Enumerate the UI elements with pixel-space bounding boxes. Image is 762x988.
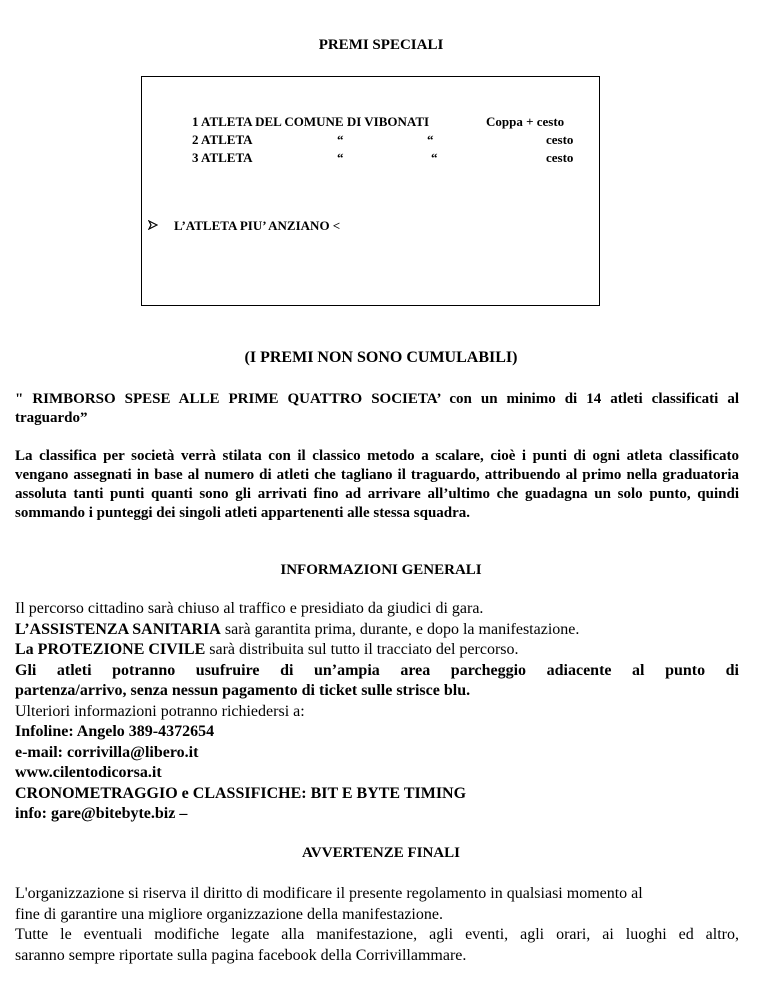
final-notes-line-3: Tutte le eventuali modifiche legate alla manifestazione, agli eventi, agli orari, ai luoghi ed altro, <box>15 926 739 943</box>
page-title: PREMI SPECIALI <box>318 37 444 53</box>
arrowhead-bullet-icon <box>148 218 158 234</box>
parking-info-line-2: partenza/arrivo, senza nessun pagamento di ticket sulle strisce blu. <box>15 682 471 699</box>
contact-email: e-mail: corrivilla@libero.it <box>15 743 199 761</box>
special-prizes-box <box>141 76 600 306</box>
general-info-block <box>15 599 739 825</box>
route-info: Il percorso cittadino sarà chiuso al traffico e presidiato da giudici di gara. <box>15 600 484 617</box>
civil-protection-info: La PROTEZIONE CIVILE sarà distribuita sul tutto il tracciato del percorso. <box>15 641 519 658</box>
prize-row-2-ditto-1: “ <box>337 132 344 147</box>
prize-row-2-ditto-2: “ <box>427 132 434 147</box>
prize-row-2-prize: cesto <box>546 132 574 147</box>
non-cumulative-note: (I PREMI NON SONO CUMULABILI) <box>244 349 518 366</box>
timing-email: info: gare@bitebyte.biz – <box>15 805 188 822</box>
final-notes-line-2: fine di garantire una migliore organizzazione della manifestazione. <box>15 905 443 923</box>
final-notes-line-4: saranno sempre riportate sulla pagina facebook della Corrivillammare. <box>15 946 467 964</box>
prize-row-3-label: 3 ATLETA <box>192 150 253 165</box>
final-notes-heading: AVVERTENZE FINALI <box>302 845 460 861</box>
oldest-athlete-prize: L’ATLETA PIU’ ANZIANO < <box>174 218 341 233</box>
medical-info: L’ASSISTENZA SANITARIA sarà garantita prima, durante, e dopo la manifestazione. <box>15 620 580 638</box>
prize-row-1-prize: Coppa + cesto <box>486 114 565 129</box>
prize-row-3-prize: cesto <box>546 150 574 165</box>
timing-info: CRONOMETRAGGIO e CLASSIFICHE: BIT E BYTE TIMING <box>15 784 467 802</box>
reimbursement-paragraph: " RIMBORSO SPESE ALLE PRIME QUATTRO SOCIETA’ con un minimo di 14 atleti classificati al traguardo” <box>15 391 739 426</box>
final-notes-block <box>15 884 739 966</box>
prize-row-3-ditto-2: “ <box>431 150 438 165</box>
general-info-heading: INFORMAZIONI GENERALI <box>280 562 482 578</box>
prize-row-3-ditto-1: “ <box>337 150 344 165</box>
parking-info-line-1: Gli atleti potranno usufruire di un’ampia area parcheggio adiacente al punto di <box>15 661 739 679</box>
infoline: Infoline: Angelo 389-4372654 <box>15 723 215 740</box>
prize-row-1-label: 1 ATLETA DEL COMUNE DI VIBONATI <box>192 114 430 129</box>
final-notes-line-1: L'organizzazione si riserva il diritto di modificare il presente regolamento in qualsiasi momento al <box>15 885 643 902</box>
website: www.cilentodicorsa.it <box>15 764 162 781</box>
ranking-paragraph: La classifica per società verrà stilata con il classico metodo a scalare, cioè i punti di ogni atleta classificato vengano assegnati in base al numero di atleti che tagliano il traguardo, attribuendo al primo nella graduatoria assoluta tanti punti quanti sono gli arrivati fino ad arrivare all’ultimo che guadagna un solo punto, quindi sommando i punteggi dei singoli atleti appartenenti alle stessa squadra. <box>15 448 739 521</box>
further-info: Ulteriori informazioni potranno richiedersi a: <box>15 702 305 720</box>
prize-row-2-label: 2 ATLETA <box>192 132 253 147</box>
